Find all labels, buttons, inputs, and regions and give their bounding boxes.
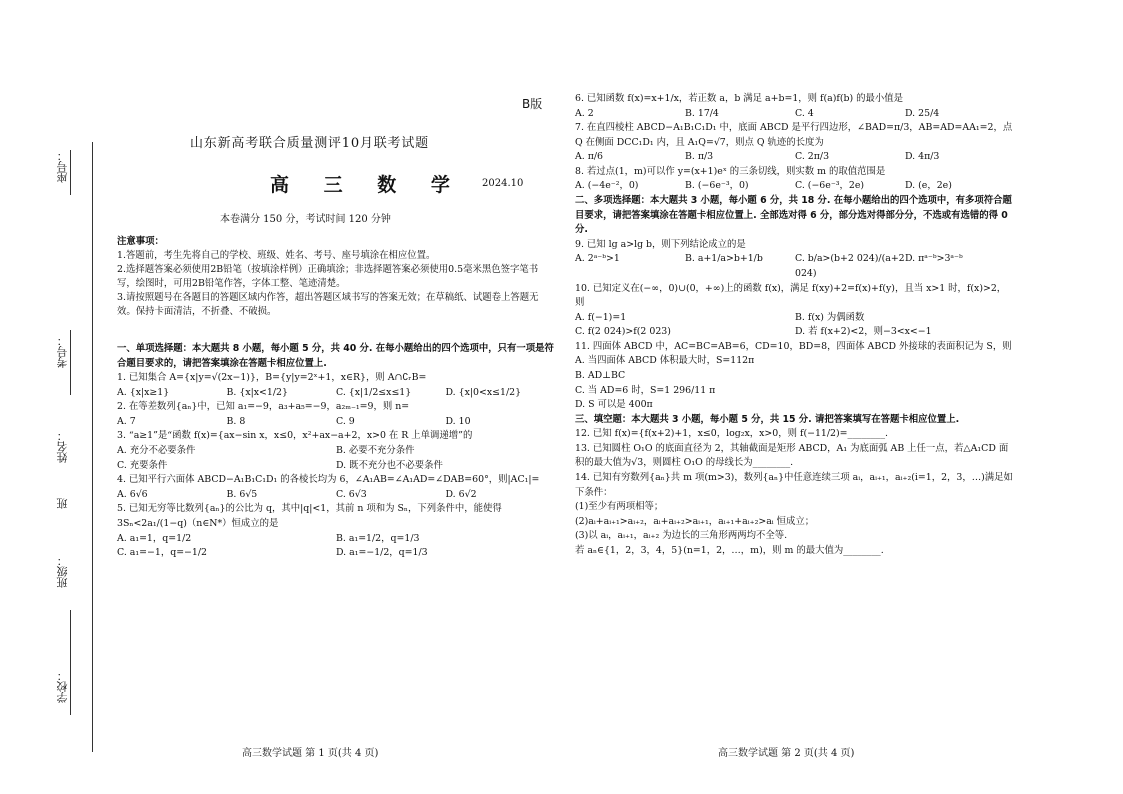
option: C. (−6e⁻³，2e) xyxy=(795,180,865,192)
question-9: 9. 已知 lg a>lg b，则下列结论成立的是 xyxy=(575,238,746,250)
class-short-label: 班 xyxy=(56,498,69,509)
option: B. f(x) 为偶函数 xyxy=(795,311,865,323)
option: B. {x|x<1/2} xyxy=(226,386,288,398)
option: A. 7 xyxy=(117,415,136,427)
question-8-options xyxy=(575,179,1015,194)
name-label: 姓名： xyxy=(56,430,69,463)
option: B. a+1/a>b+1/b xyxy=(685,253,763,265)
option: B. (−6e⁻³，0) xyxy=(685,180,749,192)
option: C. 充要条件 xyxy=(117,459,168,471)
option: A. 当四面体 ABCD 体积最大时，S=112π xyxy=(575,355,755,367)
option: B. a₁=1/2，q=1/3 xyxy=(336,532,420,544)
exam-info: 本卷满分 150 分，考试时间 120 分钟 xyxy=(220,214,391,225)
option: A. a₁=1，q=1/2 xyxy=(117,532,192,544)
exam-title: 山东新高考联合质量测评10月联考试题 xyxy=(190,136,429,151)
question-14-line: (3)以 aᵢ，aᵢ₊₁，aᵢ₊₂ 为边长的三角形两两均不全等. xyxy=(575,530,788,542)
left-footer: 高三数学试题 第 1 页(共 4 页) xyxy=(242,748,379,759)
option: D. a₁=−1/2，q=1/3 xyxy=(336,547,428,559)
note-item: 2.选择题答案必须使用2B铅笔（按填涂样例）正确填涂；非选择题答案必须使用0.5毫米黑色签字笔书写，绘图时，可用2B铅笔作答，字体工整、笔迹清楚。 xyxy=(117,263,539,289)
right-content xyxy=(575,92,1015,559)
option: B. π/3 xyxy=(685,151,714,163)
question-4-options xyxy=(117,488,555,503)
option: C. 9 xyxy=(336,415,355,427)
school-line xyxy=(70,610,71,715)
question-1: 1. 已知集合 A={x|y=√(2x−1)}，B={y|y=2ˣ+1，x∈R}，则 A∩∁ᵣB= xyxy=(117,372,427,384)
option: C. f(2 024)>f(2 023) xyxy=(575,326,671,338)
left-content xyxy=(117,342,555,561)
question-1-options xyxy=(117,386,555,401)
option: D. 若 f(x+2)<2，则−3<x<−1 xyxy=(795,326,932,338)
question-12: 12. 已知 f(x)={f(x+2)+1，x≤0，log₂x，x>0，则 f(−11/2)=________. xyxy=(575,428,889,440)
option: D. {x|0<x≤1/2} xyxy=(445,386,522,398)
option: D. 4π/3 xyxy=(905,151,940,163)
question-11: 11. 四面体 ABCD 中，AC=BC=AB=6，CD=10，BD=8，四面体 ABCD 外接球的表面积记为 S，则 xyxy=(575,340,1012,352)
question-8: 8. 若过点(1，m)可以作 y=(x+1)eˣ 的三条切线，则实数 m 的取值范围是 xyxy=(575,165,886,177)
question-14-line: 若 aₙ∈{1，2，3，4，5}(n=1，2，…，m)，则 m 的最大值为________. xyxy=(575,544,884,556)
question-7: 7. 在直四棱柱 ABCD−A₁B₁C₁D₁ 中，底面 ABCD 是平行四边形，∠BAD=π/3，AB=AD=AA₁=2，点 Q 在侧面 DCC₁D₁ 内，且 A₁Q=√7，则点 Q 轨迹的长度为 xyxy=(575,122,1013,148)
binding-line xyxy=(92,142,93,752)
section-multi-choice: 二、多项选择题：本大题共 3 小题，每小题 6 分，共 18 分. 在每小题给出的四个选项中，有多项符合题目要求，请把答案填涂在答题卡相应位置上. 全部选对得 6 分，部分选对得部分分，不选或有选错的得 0 分. xyxy=(575,195,1012,236)
seat-label: 座号： xyxy=(56,150,69,183)
notes xyxy=(117,235,555,318)
option: C. 当 AD=6 时，S=1 296/11 π xyxy=(575,384,716,396)
question-14-line: (1)至少有两项相等； xyxy=(575,501,664,513)
question-4: 4. 已知平行六面体 ABCD−A₁B₁C₁D₁ 的各棱长均为 6，∠A₁AB=∠A₁AD=∠DAB=60°，则|AC₁|= xyxy=(117,474,540,486)
option: C. a₁=−1，q=−1/2 xyxy=(117,547,207,559)
seat-line xyxy=(70,150,71,195)
exam-number-line xyxy=(70,330,71,395)
option: C. 4 xyxy=(795,107,814,119)
section-single-choice: 一、单项选择题：本大题共 8 小题，每小题 5 分，共 40 分. 在每小题给出的四个选项中，只有一项是符合题目要求的，请把答案填涂在答题卡相应位置上. xyxy=(117,343,554,369)
exam-number-label: 考号： xyxy=(56,335,69,368)
option: B. 必要不充分条件 xyxy=(336,445,415,457)
option: C. b/a>(b+2 024)/(a+2 024) xyxy=(795,253,905,279)
question-7-options xyxy=(575,150,1015,165)
option: D. 25/4 xyxy=(905,107,940,119)
option: B. 6√5 xyxy=(226,488,258,500)
option: D. 既不充分也不必要条件 xyxy=(336,459,443,471)
question-10-options xyxy=(575,311,1015,340)
option: A. {x|x≥1} xyxy=(117,386,170,398)
question-9-options xyxy=(575,252,1015,281)
subject-title: 高 三 数 学 xyxy=(270,174,464,196)
option: D. (e，2e) xyxy=(905,180,952,192)
notes-head: 注意事项： xyxy=(117,236,164,247)
option: B. AD⊥BC xyxy=(575,369,626,381)
exam-date: 2024.10 xyxy=(482,178,524,189)
option: A. π/6 xyxy=(575,151,604,163)
option: D. 6√2 xyxy=(445,488,477,500)
option: B. 8 xyxy=(226,415,246,427)
question-5: 5. 已知无穷等比数列{aₙ}的公比为 q，其中|q|<1，其前 n 项和为 Sₙ，下列条件中，能使得 3Sₙ<2a₁/(1−q)（n∈N*）恒成立的是 xyxy=(117,503,502,529)
option: C. 6√3 xyxy=(336,488,367,500)
option: A. 2 xyxy=(575,107,594,119)
question-14: 14. 已知有穷数列{aₙ}共 m 项(m>3)，数列{aₙ}中任意连续三项 aᵢ，aᵢ₊₁，aᵢ₊₂(i=1，2，3，…)满足如下条件： xyxy=(575,472,1013,498)
question-2: 2. 在等差数列{aₙ}中，已知 a₁=−9，a₃+a₅=−9，a₂ₘ₋₁=9，则 n= xyxy=(117,401,410,413)
question-3: 3. “a≥1”是“函数 f(x)={ax−sin x，x≤0，x²+ax−a+2，x>0 在 R 上单调递增”的 xyxy=(117,430,473,442)
question-6: 6. 已知函数 f(x)=x+1/x，若正数 a，b 满足 a+b=1，则 f(a)f(b) 的最小值是 xyxy=(575,93,904,104)
note-item: 1.答题前，考生先将自己的学校、班级、姓名、考号、座号填涂在相应位置。 xyxy=(117,249,436,261)
question-2-options xyxy=(117,415,555,430)
option: D. πᵃ⁻ᵇ>3ᵃ⁻ᵇ xyxy=(905,253,963,265)
question-10: 10. 已知定义在(−∞，0)∪(0，+∞)上的函数 f(x)，满足 f(xy)+2=f(x)+f(y)，且当 x>1 时，f(x)>2，则 xyxy=(575,282,1007,309)
question-6-options xyxy=(575,107,1015,122)
right-footer: 高三数学试题 第 2 页(共 4 页) xyxy=(718,748,855,759)
option: C. {x|1/2≤x≤1} xyxy=(336,386,412,398)
option: C. 2π/3 xyxy=(795,151,830,163)
note-item: 3.请按照题号在各题目的答题区域内作答，超出答题区域书写的答案无效；在草稿纸、试题卷上答题无效。保持卡面清洁，不折叠、不破损。 xyxy=(117,291,539,317)
question-3-options xyxy=(117,444,555,473)
question-13: 13. 已知圆柱 O₁O 的底面直径为 2，其轴截面是矩形 ABCD，A₁ 为底面弧 AB 上任一点，若△A₁CD 面积的最大值为√3，则圆柱 O₁O 的母线长为________. xyxy=(575,442,1009,469)
option: B. 17/4 xyxy=(685,107,719,119)
option: A. (−4e⁻²，0) xyxy=(575,180,639,192)
option: D. S 可以是 400π xyxy=(575,399,653,411)
question-5-options xyxy=(117,532,555,561)
edition-label: B版 xyxy=(522,97,543,111)
section-fill-blank: 三、填空题：本大题共 3 小题，每小题 5 分，共 15 分. 请把答案填写在答题卡相应位置上. xyxy=(575,413,960,425)
option: A. 充分不必要条件 xyxy=(117,445,196,457)
option: A. 2ᵃ⁻ᵇ>1 xyxy=(575,253,620,265)
school-label: 学校： xyxy=(56,670,69,703)
option: A. f(−1)=1 xyxy=(575,311,627,323)
class-label: 班级： xyxy=(56,555,69,588)
option: D. 10 xyxy=(445,415,471,427)
option: A. 6√6 xyxy=(117,488,148,500)
question-14-line: (2)aᵢ+aᵢ₊₁>aᵢ₊₂，aᵢ+aᵢ₊₂>aᵢ₊₁，aᵢ₊₁+aᵢ₊₂>aᵢ 恒成立； xyxy=(575,515,815,527)
